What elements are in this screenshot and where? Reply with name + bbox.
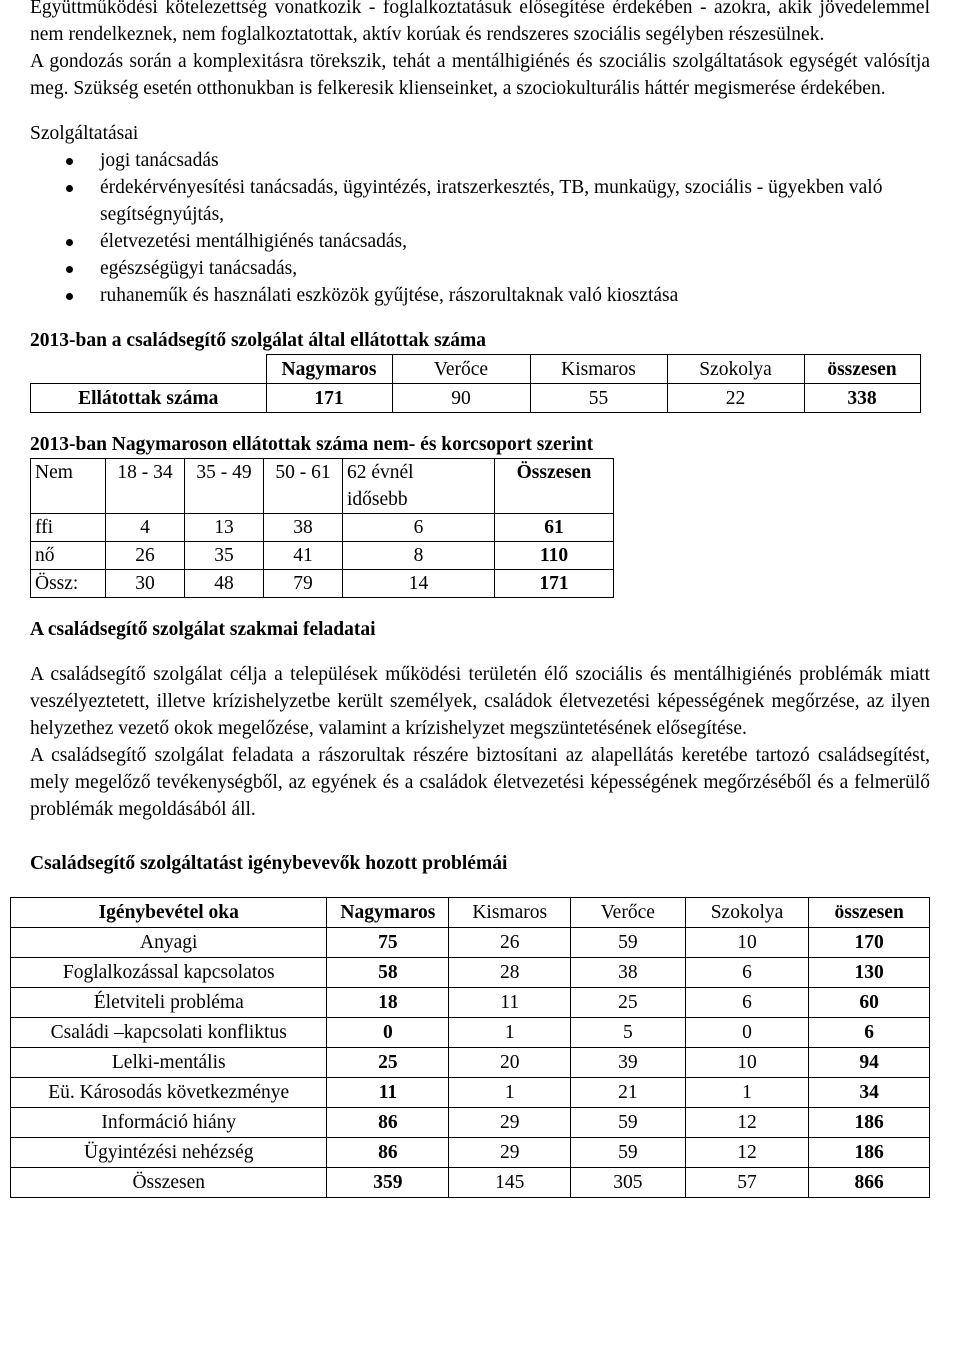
table-cell: 186 <box>809 1138 930 1168</box>
table-header-cell: összesen <box>804 355 920 384</box>
intro-paragraph-1: Együttműködési kötelezettség vonatkozik - foglalkoztatásuk elősegítése érdekében - azokra, akik jövedelemmel nem rendelkeznek, nem foglalkoztatottak, aktív korúak és rendszeres szociális segélyben részesülnek. <box>30 0 930 45</box>
table-cell: 20 <box>449 1048 571 1078</box>
row-label: Eü. Károsodás következménye <box>11 1078 327 1108</box>
table-header-cell: Szokolya <box>667 355 804 384</box>
table-header-cell: 18 - 34 <box>106 459 185 514</box>
row-label: Ellátottak száma <box>31 384 267 413</box>
table-cell: 13 <box>185 514 264 542</box>
table-cell: 0 <box>327 1018 449 1048</box>
table-header-cell: Verőce <box>571 898 686 928</box>
table-row <box>11 1078 930 1108</box>
tasks-heading: A családsegítő szolgálat szakmai feladatai <box>30 619 376 640</box>
table-row <box>31 384 921 413</box>
table-cell: 11 <box>327 1078 449 1108</box>
list-item: jogi tanácsadás <box>30 147 930 174</box>
table-cell: 25 <box>571 988 686 1018</box>
table-cell: 6 <box>685 988 809 1018</box>
table-cell: 29 <box>449 1138 571 1168</box>
table-header-cell: Nem <box>31 459 106 514</box>
table-cell: 60 <box>809 988 930 1018</box>
tasks-paragraph-2: A családsegítő szolgálat feladata a rászorultak részére biztosítani az alapellátás keretébe tartozó családsegítést, mely megelőző tevékenységből, az egyének és a családok életvezetési képességének megőrzéséből és a felmerülő problémák megoldásából áll. <box>30 745 930 820</box>
table-cell: 59 <box>571 1108 686 1138</box>
table-cell: 170 <box>809 928 930 958</box>
table-cell: 35 <box>185 542 264 570</box>
age-gender-table <box>30 458 614 598</box>
row-label: Összesen <box>11 1168 327 1198</box>
table-cell: 110 <box>495 542 614 570</box>
table-header-cell: 35 - 49 <box>185 459 264 514</box>
table-header-row <box>31 355 921 384</box>
table-cell: 10 <box>685 928 809 958</box>
table-cell: Össz: <box>31 570 106 598</box>
row-label: Családi –kapcsolati konfliktus <box>11 1018 327 1048</box>
table-cell: 14 <box>343 570 495 598</box>
table-cell: 186 <box>809 1108 930 1138</box>
table-cell: 5 <box>571 1018 686 1048</box>
table3-title: Családsegítő szolgáltatást igénybevevők hozott problémái <box>30 853 508 874</box>
table-cell: 305 <box>571 1168 686 1198</box>
table-cell: 34 <box>809 1078 930 1108</box>
services-list <box>30 147 930 309</box>
table-cell: 75 <box>327 928 449 958</box>
table-cell: 59 <box>571 1138 686 1168</box>
problems-table <box>10 897 930 1198</box>
table-cell: 1 <box>685 1078 809 1108</box>
table-cell: 79 <box>264 570 343 598</box>
table-header-row <box>31 459 614 514</box>
table-cell: 18 <box>327 988 449 1018</box>
table-cell: 0 <box>685 1018 809 1048</box>
table-cell: 359 <box>327 1168 449 1198</box>
bullet-icon <box>66 293 73 300</box>
table-row <box>11 988 930 1018</box>
table-cell: 11 <box>449 988 571 1018</box>
table-cell: 1 <box>449 1018 571 1048</box>
table-cell: 6 <box>809 1018 930 1048</box>
services-heading: Szolgáltatásai <box>30 123 139 144</box>
row-label: Ügyintézési nehézség <box>11 1138 327 1168</box>
table-cell: 130 <box>809 958 930 988</box>
spacer <box>30 413 930 431</box>
table-row <box>31 542 614 570</box>
table-cell: 6 <box>685 958 809 988</box>
table-cell: 4 <box>106 514 185 542</box>
table-cell: 90 <box>392 384 530 413</box>
table-cell: 338 <box>804 384 920 413</box>
document-page <box>30 0 930 1198</box>
tasks-paragraph-1: A családsegítő szolgálat célja a települések működési területén élő szociális és mentálhigiénés problémák miatt veszélyeztetett, illetve krízishelyzetbe került személyek, családok életvezetési képességének megőrzése, az ilyen helyzethez vezető okok megelőzése, valamint a krízishelyzet megszüntetésének elősegítése. <box>30 664 930 739</box>
table-cell: 6 <box>343 514 495 542</box>
table-cell: 30 <box>106 570 185 598</box>
table-row <box>31 514 614 542</box>
row-label: Információ hiány <box>11 1108 327 1138</box>
spacer <box>30 309 930 327</box>
intro-paragraph-2: A gondozás során a komplexitásra törekszik, tehát a mentálhigiénés és szociális szolgáltatások egységét valósítja meg. Szükség esetén otthonukban is felkeresik klienseinket, a szociokulturális háttér megismerése érdekében. <box>30 51 930 99</box>
table-header-row <box>11 898 930 928</box>
spacer <box>30 598 930 616</box>
table1-title: 2013-ban a családsegítő szolgálat által ellátottak száma <box>30 330 487 351</box>
table-cell: 22 <box>667 384 804 413</box>
row-label: Foglalkozással kapcsolatos <box>11 958 327 988</box>
table-cell: 1 <box>449 1078 571 1108</box>
table-header-cell: Kismaros <box>530 355 667 384</box>
list-item: életvezetési mentálhigiénés tanácsadás, <box>30 228 930 255</box>
table-cell: 41 <box>264 542 343 570</box>
bullet-icon <box>66 239 73 246</box>
table-cell: 8 <box>343 542 495 570</box>
table-cell: 57 <box>685 1168 809 1198</box>
list-item: egészségügyi tanácsadás, <box>30 255 930 282</box>
table-header-cell: Összesen <box>495 459 614 514</box>
table-cell: 39 <box>571 1048 686 1078</box>
table-cell: 171 <box>266 384 392 413</box>
table-cell: nő <box>31 542 106 570</box>
table-cell: 58 <box>327 958 449 988</box>
table2-title: 2013-ban Nagymaroson ellátottak száma nem- és korcsoport szerint <box>30 434 594 455</box>
table-cell: 38 <box>571 958 686 988</box>
list-item: ruhaneműk és használati eszközök gyűjtése, rászorultaknak való kiosztása <box>30 282 930 309</box>
table-header-cell: Nagymaros <box>266 355 392 384</box>
table-cell: 12 <box>685 1108 809 1138</box>
table-row <box>11 928 930 958</box>
table-cell: 94 <box>809 1048 930 1078</box>
table-cell: 86 <box>327 1138 449 1168</box>
table-cell: 866 <box>809 1168 930 1198</box>
table-cell: 38 <box>264 514 343 542</box>
row-label: Életviteli probléma <box>11 988 327 1018</box>
table-cell: 12 <box>685 1138 809 1168</box>
spacer <box>30 877 930 897</box>
table-header-cell: összesen <box>809 898 930 928</box>
table-cell: 61 <box>495 514 614 542</box>
table-row <box>11 1018 930 1048</box>
table-cell: 55 <box>530 384 667 413</box>
table-row <box>11 1048 930 1078</box>
table-cell: 59 <box>571 928 686 958</box>
table-cell: 10 <box>685 1048 809 1078</box>
table-cell: 48 <box>185 570 264 598</box>
spacer <box>30 102 930 120</box>
spacer <box>30 643 930 661</box>
row-label: Lelki-mentális <box>11 1048 327 1078</box>
table-cell: 28 <box>449 958 571 988</box>
table-header-cell: 50 - 61 <box>264 459 343 514</box>
table-header-cell: 62 évnél idősebb <box>343 459 495 514</box>
served-count-table <box>30 354 921 413</box>
table-row <box>11 1168 930 1198</box>
table-cell: 171 <box>495 570 614 598</box>
table-cell: ffi <box>31 514 106 542</box>
bullet-icon <box>66 266 73 273</box>
table-cell: 29 <box>449 1108 571 1138</box>
bullet-icon <box>66 185 73 192</box>
table-header-cell: Nagymaros <box>327 898 449 928</box>
table-row <box>31 570 614 598</box>
table-header-cell: Szokolya <box>685 898 809 928</box>
table-header-cell: Verőce <box>392 355 530 384</box>
table-cell: 145 <box>449 1168 571 1198</box>
row-label: Anyagi <box>11 928 327 958</box>
table-row <box>11 1138 930 1168</box>
spacer <box>30 823 930 850</box>
table-cell: 21 <box>571 1078 686 1108</box>
table-cell: 25 <box>327 1048 449 1078</box>
table-row <box>11 958 930 988</box>
table-header-cell: Kismaros <box>449 898 571 928</box>
table-cell: 26 <box>106 542 185 570</box>
list-item: érdekérvényesítési tanácsadás, ügyintézés, iratszerkesztés, TB, munkaügy, szociális - ügyekben való segítségnyújtás, <box>30 174 930 228</box>
table-row <box>11 1108 930 1138</box>
bullet-icon <box>66 158 73 165</box>
table-header-cell: Igénybevétel oka <box>11 898 327 928</box>
table-cell: 86 <box>327 1108 449 1138</box>
table-cell: 26 <box>449 928 571 958</box>
